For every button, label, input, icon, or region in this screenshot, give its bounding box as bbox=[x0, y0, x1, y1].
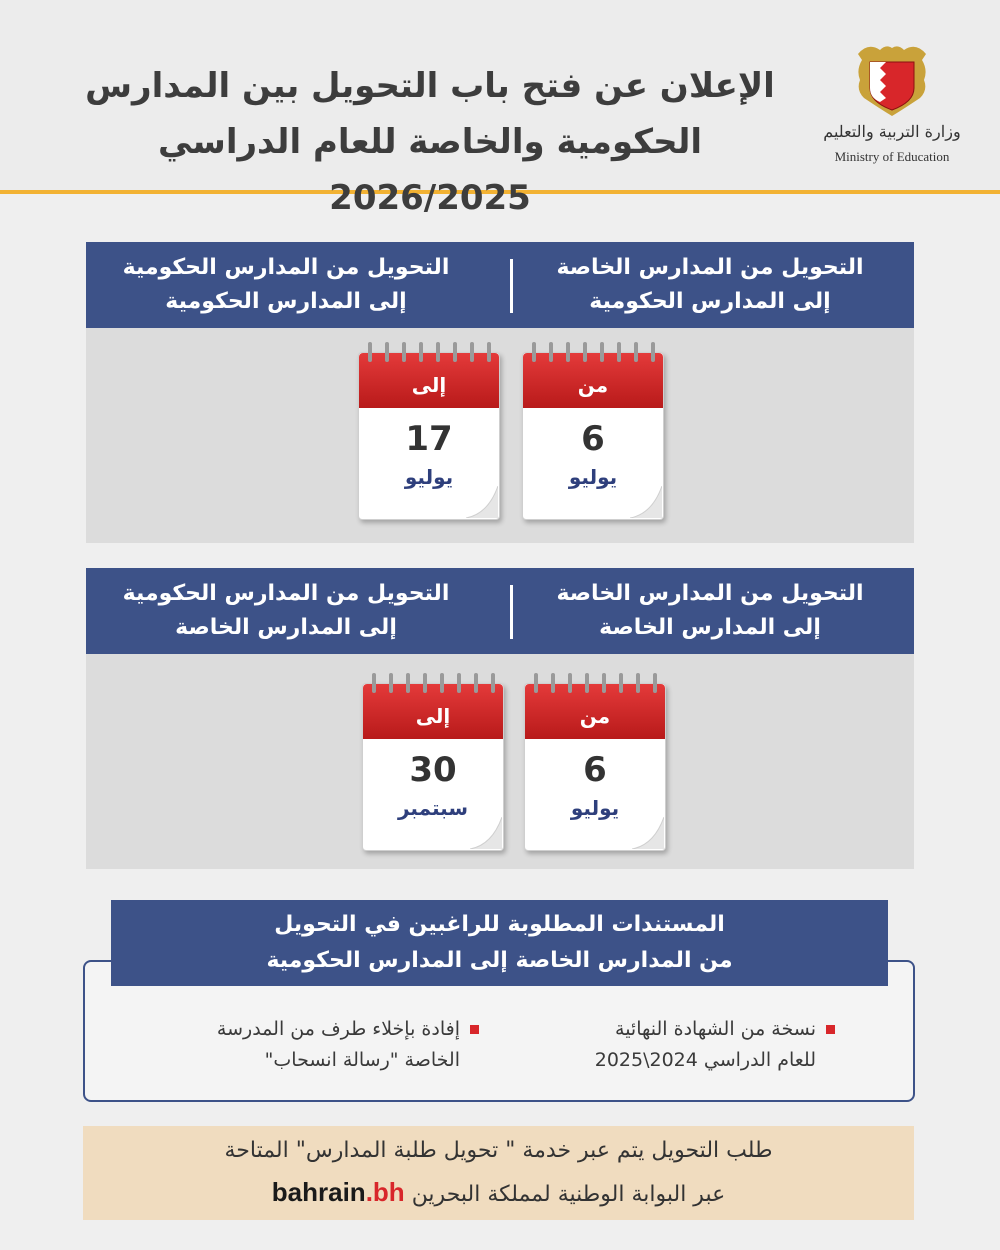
calendar-from-1 bbox=[522, 352, 668, 522]
page-title bbox=[60, 58, 800, 226]
section2-header-bar bbox=[86, 568, 914, 654]
calendar-label: إلى bbox=[415, 704, 451, 728]
calendar-label: من bbox=[577, 373, 609, 397]
footer-line-2: bahrain.bh عبر البوابة الوطنية لمملكة البحرين bbox=[271, 1177, 726, 1207]
calendar-label: من bbox=[579, 704, 611, 728]
ministry-name-english: Ministry of Education bbox=[834, 149, 950, 164]
ministry-name-arabic: وزارة التربية والتعليم bbox=[823, 122, 961, 141]
calendar-to-2 bbox=[362, 683, 508, 853]
calendar-day: 6 bbox=[581, 419, 605, 459]
calendar-from-2 bbox=[524, 683, 670, 853]
bahrain-emblem-icon bbox=[852, 40, 932, 120]
section1-header-bar bbox=[86, 242, 914, 328]
calendar-rings-icon bbox=[530, 342, 656, 366]
section1-divider bbox=[510, 259, 513, 313]
calendar-month: يوليو bbox=[568, 465, 618, 489]
calendar-month: يوليو bbox=[570, 796, 620, 820]
section2-right-heading: التحويل من المدارس الخاصة إلى المدارس الخاصة bbox=[556, 581, 864, 640]
calendar-month: سبتمبر bbox=[397, 796, 468, 820]
calendar-month: يوليو bbox=[404, 465, 454, 489]
bullet-icon bbox=[826, 1025, 835, 1034]
footer-line-1: طلب التحويل يتم عبر خدمة " تحويل طلبة المدارس" المتاحة bbox=[224, 1138, 773, 1163]
bullet-icon bbox=[470, 1025, 479, 1034]
document-item-certificate: نسخة من الشهادة النهائية للعام الدراسي 2024\2025 bbox=[505, 1014, 835, 1076]
calendar-rings-icon bbox=[370, 673, 496, 697]
footer-banner bbox=[83, 1126, 914, 1220]
calendar-rings-icon bbox=[532, 673, 658, 697]
calendar-label: إلى bbox=[411, 373, 447, 397]
bahrain-bh-link[interactable]: bahrain.bh bbox=[271, 1177, 405, 1207]
page-curl-icon bbox=[630, 486, 662, 518]
section2-divider bbox=[510, 585, 513, 639]
page-curl-icon bbox=[466, 486, 498, 518]
documents-title-bar: المستندات المطلوبة للراغبين في التحويل من المدارس الخاصة إلى المدارس الحكومية bbox=[111, 900, 888, 986]
calendar-day: 30 bbox=[409, 750, 457, 790]
page-curl-icon bbox=[470, 817, 502, 849]
title-line-2: الحكومية والخاصة للعام الدراسي 2026/2025 bbox=[157, 122, 703, 218]
calendar-day: 6 bbox=[583, 750, 607, 790]
section1-right-heading: التحويل من المدارس الخاصة إلى المدارس الحكومية bbox=[556, 255, 864, 314]
page-curl-icon bbox=[632, 817, 664, 849]
section2-left-heading: التحويل من المدارس الحكومية إلى المدارس الخاصة bbox=[122, 581, 450, 640]
document-item-withdrawal: إفادة بإخلاء طرف من المدرسة الخاصة "رسالة انسحاب" bbox=[119, 1014, 479, 1076]
calendar-rings-icon bbox=[366, 342, 492, 366]
title-line-1: الإعلان عن فتح باب التحويل بين المدارس bbox=[85, 66, 775, 106]
calendar-day: 17 bbox=[405, 419, 453, 459]
calendar-to-1 bbox=[358, 352, 504, 522]
section1-left-heading: التحويل من المدارس الحكومية إلى المدارس الحكومية bbox=[122, 255, 450, 314]
